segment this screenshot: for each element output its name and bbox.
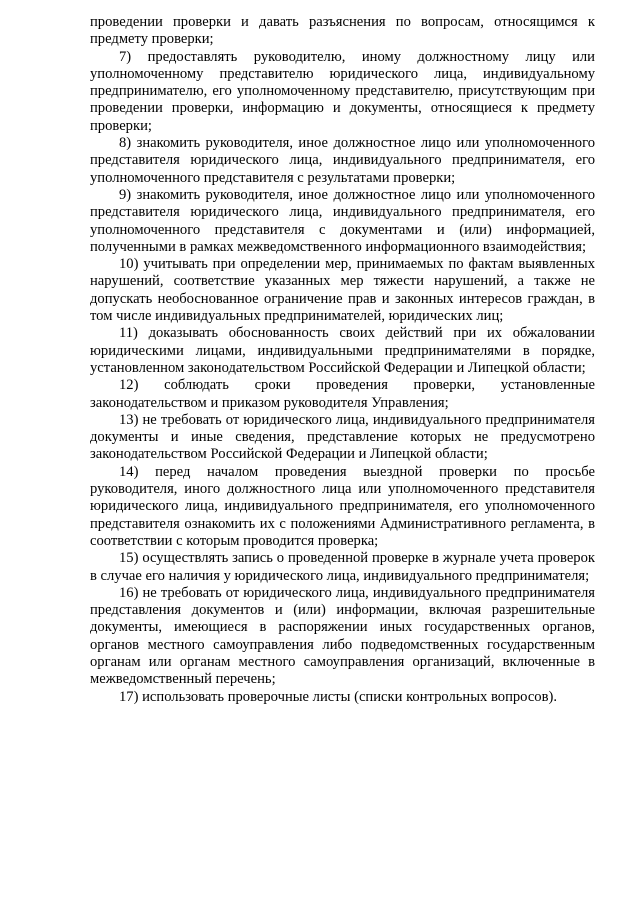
paragraph-item-15: 15) осуществлять запись о проведенной проверке в журнале учета проверок в случае его наличия у юридического лица, индивидуального предпринимателя; xyxy=(90,550,595,584)
paragraph-continuation: проведении проверки и давать разъяснения по вопросам, относящимся к предмету проверки; xyxy=(90,14,595,48)
paragraph-item-8: 8) знакомить руководителя, иное должностное лицо или уполномоченного представителя юридического лица, индивидуального предпринимателя, его уполномоченного представителя с результатами проверки; xyxy=(90,135,595,186)
paragraph-item-14: 14) перед началом проведения выездной проверки по просьбе руководителя, иного должностного лица или уполномоченного представителя юридического лица, индивидуального предпринимателя, его уполномоченного представителя ознакомить их с положениями Административного регламента, в соответствии с которым проводится проверка; xyxy=(90,463,595,549)
document-page xyxy=(90,14,595,706)
paragraph-item-9: 9) знакомить руководителя, иное должностное лицо или уполномоченного представителя юридического лица, индивидуального предпринимателя, его уполномоченного представителя с документами и (или) информацией, полученными в рамках межведомственного информационного взаимодействия; xyxy=(90,186,595,255)
paragraph-item-12: 12) соблюдать сроки проведения проверки, установленные законодательством и приказом руководителя Управления; xyxy=(90,377,595,411)
paragraph-item-16: 16) не требовать от юридического лица, индивидуального предпринимателя представления документов и (или) информации, включая разрешительные документы, имеющиеся в распоряжении иных государственных органов, органов местного самоуправления либо подведомственных государственным органам или органам местного самоуправления организаций, включенные в межведомственный перечень; xyxy=(90,584,595,688)
paragraph-item-17: 17) использовать проверочные листы (списки контрольных вопросов). xyxy=(119,688,558,705)
paragraph-item-11: 11) доказывать обоснованность своих действий при их обжаловании юридическими лицами, индивидуальными предпринимателями в порядке, установленном законодательством Российской Федерации и Липецкой области; xyxy=(90,325,595,376)
paragraph-item-10: 10) учитывать при определении мер, принимаемых по фактам выявленных нарушений, соответствие указанных мер тяжести нарушений, а также не допускать необоснованное ограничение прав и законных интересов граждан, в том числе индивидуальных предпринимателей, юридических лиц; xyxy=(90,256,595,325)
paragraph-item-13: 13) не требовать от юридического лица, индивидуального предпринимателя документы и иные сведения, представление которых не предусмотрено законодательством Российской Федерации и Липецкой области; xyxy=(90,411,595,463)
paragraph-item-7: 7) предоставлять руководителю, иному должностному лицу или уполномоченному представителю юридического лица, индивидуальному предпринимателю, его уполномоченному представителю, присутствующим при проведении проверки, информацию и документы, относящиеся к предмету проверки; xyxy=(90,48,595,134)
